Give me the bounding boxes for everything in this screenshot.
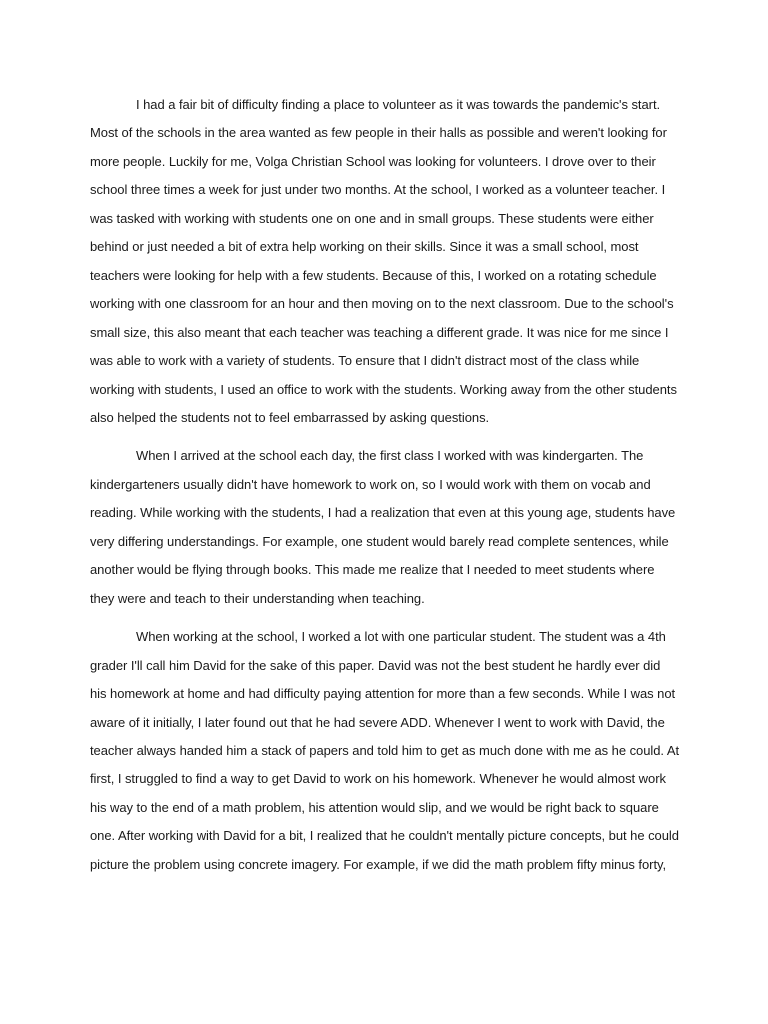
paragraph-david: When working at the school, I worked a lot with one particular student. The student was a 4th grader I'll call him David for the sake of this paper. David was not the best student he hardly ever did his homework at home and had difficulty paying attention for more than a few seconds. While I was not aware of it initially, I later found out that he had severe ADD. Whenever I went to work with David, the teacher always handed him a stack of papers and told him to get as much done with me as he could. At first, I struggled to find a way to get David to work on his homework. Whenever he would almost work his way to the end of a math problem, his attention would slip, and we would be right back to square one. After working with David for a bit, I realized that he couldn't mentally picture concepts, but he could picture the problem using concrete imagery. For example, if we did the math problem fifty minus forty, bbox=[90, 629, 680, 872]
paragraph-kindergarten: When I arrived at the school each day, the first class I worked with was kindergarten. The kindergarteners usually didn't have homework to work on, so I would work with them on vocab and reading. While working with the students, I had a realization that even at this young age, students have very differing understandings. For example, one student would barely read complete sentences, while another would be flying through books. This made me realize that I needed to meet students where they were and teach to their understanding when teaching. bbox=[90, 448, 676, 606]
paragraph-volunteer-placement: I had a fair bit of difficulty finding a place to volunteer as it was towards the pandemic's start. Most of the schools in the area wanted as few people in their halls as possible and weren't looking for more people. Luckily for me, Volga Christian School was looking for volunteers. I drove over to their school three times a week for just under two months. At the school, I worked as a volunteer teacher. I was tasked with working with students one on one and in small groups. These students were either behind or just needed a bit of extra help working on their skills. Since it was a small school, most teachers were looking for help with a few students. Because of this, I worked on a rotating schedule working with one classroom for an hour and then moving on to the next classroom. Due to the school's small size, this also meant that each teacher was teaching a different grade. It was nice for me since I was able to work with a variety of students. To ensure that I didn't distract most of the class while working with students, I used an office to work with the students. Working away from the other students also helped the students not to feel embarrassed by asking questions. bbox=[90, 97, 677, 425]
